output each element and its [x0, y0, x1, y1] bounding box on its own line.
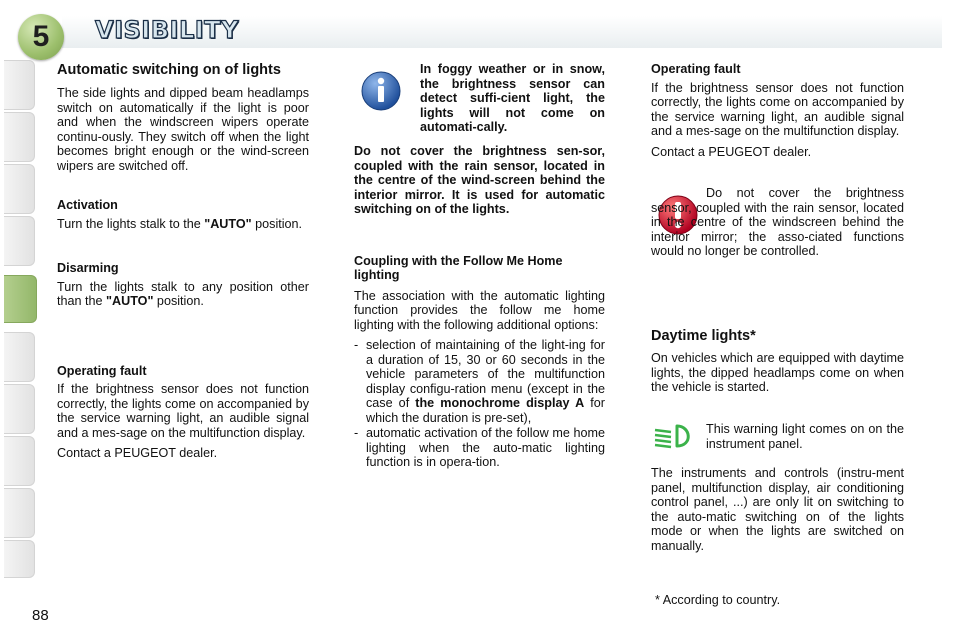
- instruments-section: [651, 466, 904, 559]
- dipped-beam-warning-light-icon: [651, 420, 697, 452]
- chapter-tab[interactable]: [4, 540, 35, 578]
- list-item: - selection of maintaining of the light-ing for a duration of 15, 30 or 60 seconds in the vehicle parameters of the multifunction display configu-ration menu (except in the case of the monochrome display A for which the duration is pre-set),: [354, 338, 605, 425]
- warning-light-note: This warning light comes on on the instrument panel.: [706, 422, 904, 451]
- page-number: 88: [32, 607, 49, 624]
- chapter-tab[interactable]: [4, 164, 35, 214]
- daytime-section: [651, 328, 904, 401]
- list-item: - automatic activation of the follow me home lighting when the auto-matic lighting function is in opera-tion.: [354, 426, 605, 469]
- disarming-heading: Disarming: [57, 261, 119, 275]
- right-column-top: [651, 62, 904, 165]
- chapter-tab[interactable]: [4, 112, 35, 162]
- activation-text: Turn the lights stalk to the "AUTO" position.: [57, 216, 303, 231]
- foggy-weather-note: In foggy weather or in snow, the brightness sensor can detect suffi-cient light, the lights will not come on automati-cally.: [420, 62, 605, 134]
- daytime-lights-text: On vehicles which are equipped with daytime lights, the dipped headlamps come on when the vehicle is started.: [651, 351, 904, 394]
- follow-me-home-text: The association with the automatic lighting function provides the follow me home lighting with the following additional options:: [354, 288, 605, 332]
- chapter-tab[interactable]: [4, 60, 35, 110]
- chapter-tab[interactable]: [4, 216, 35, 266]
- do-not-cover-warning: Do not cover the brightness sen-sor, coupled with the rain sensor, located in the centre of the wind-screen behind the interior mirror. It is used for automatic switching on of the lights.: [354, 144, 605, 216]
- operating-fault-heading: Operating fault: [57, 363, 147, 378]
- caution-note: [651, 186, 904, 265]
- contact-dealer-text-right: Contact a PEUGEOT dealer.: [651, 144, 812, 159]
- follow-me-home-options: [354, 338, 605, 470]
- daytime-lights-heading: Daytime lights*: [651, 328, 756, 344]
- chapter-tab-active[interactable]: [4, 275, 37, 323]
- operating-fault-heading-right: Operating fault: [651, 62, 741, 76]
- middle-column: [354, 144, 605, 471]
- operating-fault-text-right: If the brightness sensor does not function correctly, the lights come on accompanied by the service warning light, an audible signal and a mes-sage on the multifunction display.: [651, 80, 904, 138]
- left-column: [57, 62, 309, 467]
- activation-heading: Activation: [57, 198, 118, 212]
- chapter-tab[interactable]: [4, 332, 35, 382]
- follow-me-home-heading: Coupling with the Follow Me Home lighting: [354, 253, 563, 282]
- footnote: * According to country.: [655, 593, 781, 607]
- chapter-tab-strip: [0, 50, 40, 590]
- instruments-text: The instruments and controls (instru-ment panel, multifunction display, air conditioning control panel, ...) are only lit on switching to the auto-matic switching on of the lights mode or when the lights are switched on manually.: [651, 466, 904, 553]
- chapter-tab[interactable]: [4, 384, 35, 434]
- info-icon: [360, 70, 402, 112]
- chapter-tab[interactable]: [4, 488, 35, 538]
- contact-dealer-text: Contact a PEUGEOT dealer.: [57, 446, 218, 460]
- auto-switching-heading: Automatic switching on of lights: [57, 62, 281, 78]
- auto-switching-text: The side lights and dipped beam headlamps switch on automatically if the light is poor and when the windscreen wipers operate continu-ously. They switch off when the light becomes bright enough or the wind-screen wipers are switched off.: [57, 86, 309, 173]
- caution-text: Do not cover the brightness sensor, coupled with the rain sensor, located in the centre of the windscreen behind the interior mirror; the asso-ciated functions would no longer be controlled.: [651, 186, 904, 258]
- disarming-text: Turn the lights stalk to any position other than the "AUTO" position.: [57, 279, 309, 308]
- operating-fault-text: If the brightness sensor does not function correctly, the lights come on accompanied by the service warning light, an audible signal and a mes-sage on the multifunction display.: [57, 382, 309, 440]
- chapter-tab[interactable]: [4, 436, 35, 486]
- chapter-number-badge: 5: [18, 14, 64, 60]
- page-title: VISIBILITY: [95, 16, 239, 44]
